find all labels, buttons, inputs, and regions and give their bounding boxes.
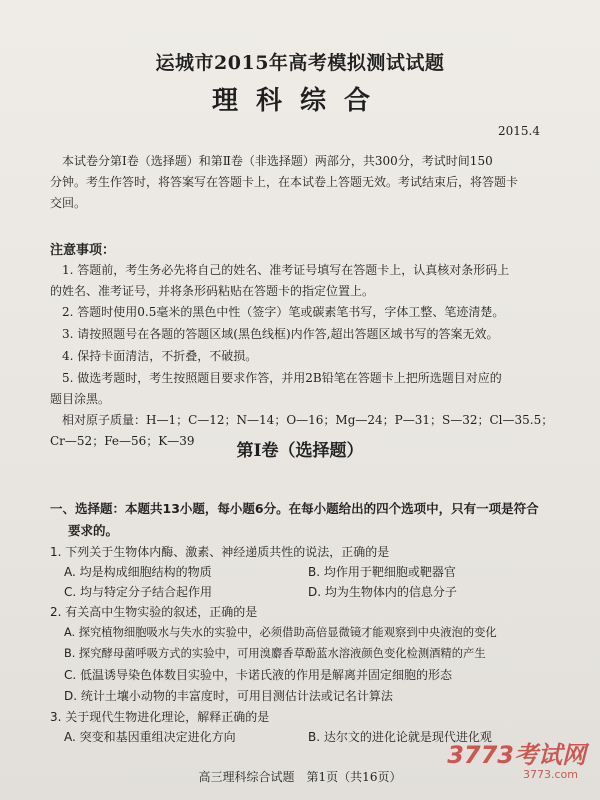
question-stem: 1. 下列关于生物体内酶、激素、神经递质共性的说法，正确的是: [50, 545, 390, 559]
option-b: B. 探究酵母菌呼吸方式的实验中，可用溴麝香草酚蓝水溶液颜色变化检测酒精的产生: [64, 647, 486, 660]
question-stem: 2. 有关高中生物实验的叙述，正确的是: [50, 605, 258, 619]
section-instruction: 一、选择题：本题共13小题，每小题6分。在每小题给出的四个选项中，只有一项是符合: [50, 501, 539, 516]
option-a: A. 均是构成细胞结构的物质: [64, 565, 212, 579]
atomic-mass-line: 相对原子质量：H—1；C—12；N—14；O—16；Mg—24；P—31；S—32；Cl—35.5；: [62, 413, 554, 427]
intro-line: 交回。: [50, 196, 87, 210]
option-a: A. 探究植物细胞吸水与失水的实验中，必须借助高倍显微镜才能观察到中央液泡的变化: [64, 626, 497, 639]
notice-title: 注意事项：: [50, 243, 116, 258]
notice-line: 2. 答题时使用0.5毫米的黑色中性（签字）笔或碳素笔书写，字体工整、笔迹清楚。: [62, 305, 505, 319]
option-d: D. 统计土壤小动物的丰富度时，可用目测估计法或记名计算法: [64, 689, 393, 703]
page-title: 运城市2015年高考模拟测试试题: [155, 52, 445, 74]
atomic-mass-line: Cr—52；Fe—56；K—39: [50, 434, 195, 448]
section-instruction: 要求的。: [68, 523, 119, 538]
notice-line: 4. 保持卡面清洁，不折叠，不破损。: [62, 349, 258, 363]
option-c: C. 均与特定分子结合起作用: [64, 585, 213, 599]
notice-line: 3. 请按照题号在各题的答题区域(黑色线框)内作答,超出答题区域书写的答案无效。: [62, 327, 499, 341]
notice-line: 题目涂黑。: [50, 392, 111, 406]
page-footer: 高三理科综合试题 第1页（共16页）: [198, 770, 402, 784]
option-c: C. 低温诱导染色体数目实验中，卡诺氏液的作用是解离并固定细胞的形态: [64, 668, 453, 682]
option-b: B. 均作用于靶细胞或靶器官: [308, 565, 456, 579]
page-subtitle: 理科综合: [211, 86, 388, 116]
intro-line: 本试卷分第Ⅰ卷（选择题）和第Ⅱ卷（非选择题）两部分，共300分，考试时间150: [62, 154, 493, 168]
watermark-logo: 3773考试网: [447, 741, 586, 769]
option-d: D. 均为生物体内的信息分子: [308, 585, 457, 599]
notice-line: 的姓名、准考证号，并将条形码粘贴在答题卡的指定位置上。: [50, 284, 375, 298]
option-a: A. 突变和基因重组决定进化方向: [64, 730, 236, 744]
watermark-url: 3773.com: [523, 768, 578, 781]
notice-line: 5. 做选考题时，考生按照题目要求作答，并用2B铅笔在答题卡上把所选题目对应的: [62, 371, 502, 385]
notice-line: 1. 答题前，考生务必先将自己的姓名、准考证号填写在答题卡上，认真核对条形码上: [62, 263, 510, 277]
option-b: B. 达尔文的进化论就是现代进化观: [308, 730, 492, 744]
exam-date: 2015.4: [498, 124, 540, 138]
intro-line: 分钟。考生作答时，将答案写在答题卡上，在本试卷上答题无效。考试结束后，将答题卡: [50, 175, 519, 189]
section-title: 第Ⅰ卷（选择题）: [236, 441, 364, 461]
question-stem: 3. 关于现代生物进化理论，解释正确的是: [50, 710, 270, 724]
